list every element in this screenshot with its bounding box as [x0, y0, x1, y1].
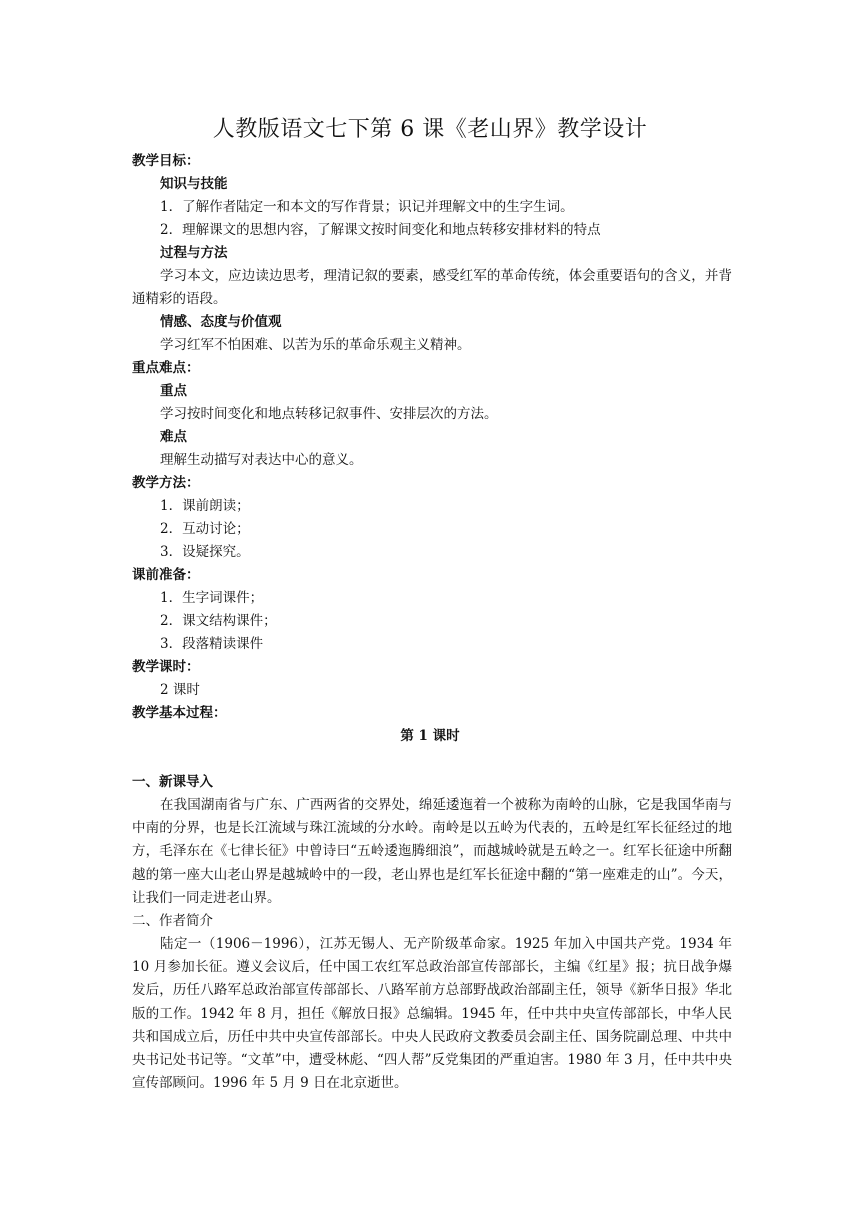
key-text: 学习按时间变化和地点转移记叙事件、安排层次的方法。	[160, 406, 498, 422]
section2-heading: 二、作者简介	[132, 913, 213, 929]
hours-value: 2 课时	[160, 682, 200, 698]
key-points-heading: 重点难点：	[132, 360, 200, 376]
method-item: 1．课前朗读；	[160, 498, 250, 514]
section1-heading: 一、新课导入	[132, 774, 213, 790]
process-method-text: 学习本文，应边读边思考，理清记叙的要素，感受红军的革命传统，体会重要语句的含义，并背通精彩的语段。	[132, 268, 732, 308]
preparation-item: 3．段落精读课件	[160, 636, 264, 652]
key-heading: 重点	[160, 383, 187, 399]
knowledge-heading: 知识与技能	[160, 176, 228, 192]
emotion-text: 学习红军不怕困难、以苦为乐的革命乐观主义精神。	[160, 337, 471, 353]
hours-heading: 教学课时：	[132, 659, 200, 675]
process-heading: 教学基本过程：	[132, 705, 227, 721]
method-item: 2．互动讨论；	[160, 521, 250, 537]
knowledge-item: 2．理解课文的思想内容，了解课文按时间变化和地点转移安排材料的特点	[160, 222, 601, 238]
difficulty-text: 理解生动描写对表达中心的意义。	[160, 452, 363, 468]
objectives-heading: 教学目标：	[132, 153, 200, 169]
difficulty-heading: 难点	[160, 429, 187, 445]
preparation-item: 2．课文结构课件；	[160, 613, 277, 629]
preparation-heading: 课前准备：	[132, 567, 200, 583]
document-title: 人教版语文七下第 6 课《老山界》教学设计	[212, 117, 648, 142]
preparation-item: 1．生字词课件；	[160, 590, 264, 606]
knowledge-item: 1．了解作者陆定一和本文的写作背景；识记并理解文中的生字生词。	[160, 199, 574, 215]
methods-heading: 教学方法：	[132, 475, 200, 491]
section1-text: 在我国湖南省与广东、广西两省的交界处，绵延逶迤着一个被称为南岭的山脉，它是我国华南与中南的分界，也是长江流域与珠江流域的分水岭。南岭是以五岭为代表的，五岭是红军长征经过的地方，毛泽东在《七律长征》中曾诗曰“五岭逶迤腾细浪”，而越城岭就是五岭之一。红军长征途中所翻越的第一座大山老山界是越城岭中的一段，老山界也是红军长征途中翻的“第一座难走的山”。今天，让我们一同走进老山界。	[132, 797, 732, 906]
lesson-title: 第 1 课时	[400, 728, 460, 744]
emotion-heading: 情感、态度与价值观	[160, 314, 282, 330]
method-item: 3．设疑探究。	[160, 544, 250, 560]
section2-text: 陆定一（1906－1996），江苏无锡人、无产阶级革命家。1925 年加入中国共产党。1934 年 10 月参加长征。遵义会议后，任中国工农红军总政治部宣传部部长，主编《红星》报；抗日战争爆发后，历任八路军总政治部宣传部部长、八路军前方总部野战政治部副主任，领导《新华日报》华北版的工作。1942 年 8 月，担任《解放日报》总编辑。1945 年，任中共中央宣传部部长，中华人民共和国成立后，历任中共中央宣传部部长。中央人民政府文教委员会副主任、国务院副总理、中共中央书记处书记等。“文革”中，遭受林彪、“四人帮”反党集团的严重迫害。1980 年 3 月，任中共中央宣传部顾问。1996 年 5 月 9 日在北京逝世。	[132, 936, 732, 1092]
process-method-heading: 过程与方法	[160, 245, 228, 261]
